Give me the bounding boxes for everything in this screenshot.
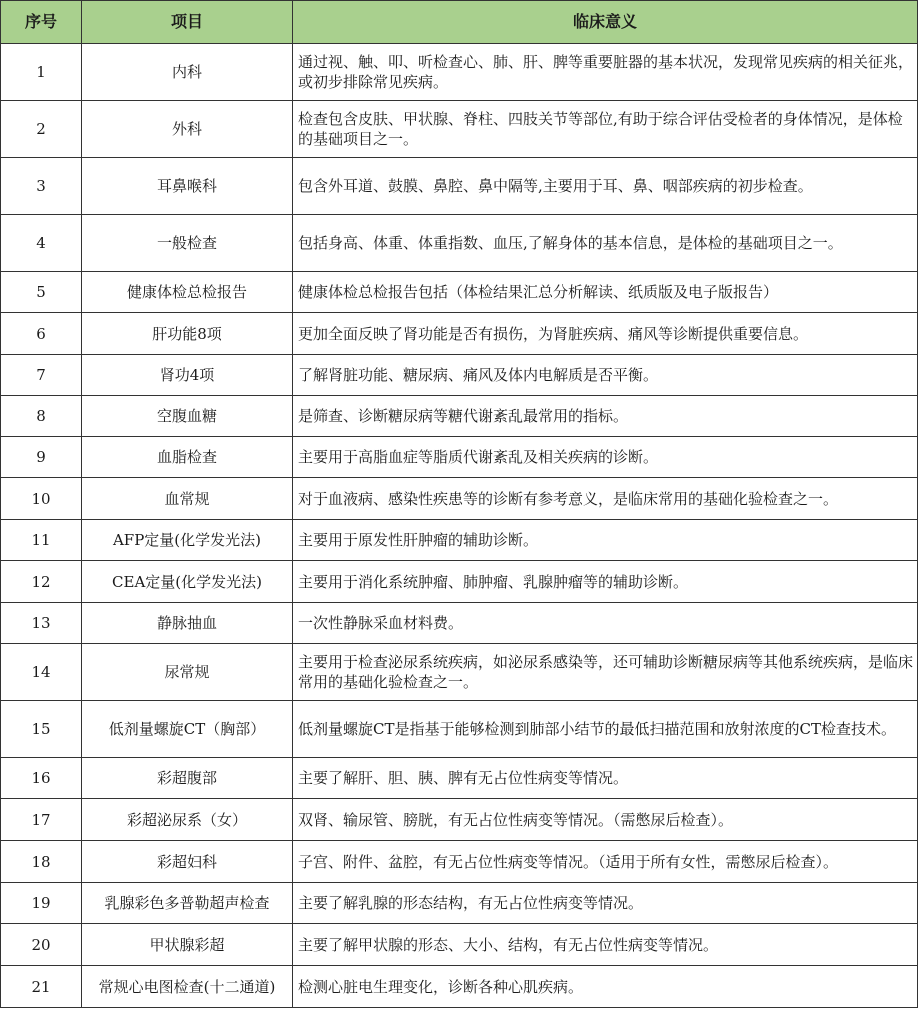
row-meaning: 主要用于高脂血症等脂质代谢紊乱及相关疾病的诊断。 [293,437,918,478]
table-row [1,355,918,396]
row-number: 2 [1,101,82,158]
table-row [1,758,918,799]
row-meaning: 通过视、触、叩、听检查心、肺、肝、脾等重要脏器的基本状况，发现常见疾病的相关征兆，或初步排除常见疾病。 [293,44,918,101]
table-row [1,272,918,313]
row-number: 18 [1,841,82,883]
row-item: 常规心电图检查(十二通道) [82,966,293,1008]
row-meaning: 更加全面反映了肾功能是否有损伤，为肾脏疾病、痛风等诊断提供重要信息。 [293,313,918,355]
table-row [1,841,918,883]
table-row [1,883,918,924]
row-number: 6 [1,313,82,355]
row-item: 耳鼻喉科 [82,158,293,215]
table-row [1,561,918,603]
row-item: AFP定量(化学发光法) [82,520,293,561]
row-meaning: 主要用于消化系统肿瘤、肺肿瘤、乳腺肿瘤等的辅助诊断。 [293,561,918,603]
row-meaning: 主要用于原发性肝肿瘤的辅助诊断。 [293,520,918,561]
row-number: 14 [1,644,82,701]
row-item: 彩超泌尿系（女） [82,799,293,841]
table-row [1,701,918,758]
table-header-row [1,1,918,44]
table-row [1,924,918,966]
row-number: 10 [1,478,82,520]
table-row [1,44,918,101]
row-meaning: 包括身高、体重、体重指数、血压,了解身体的基本信息，是体检的基础项目之一。 [293,215,918,272]
row-meaning: 主要了解甲状腺的形态、大小、结构，有无占位性病变等情况。 [293,924,918,966]
table-row [1,313,918,355]
row-meaning: 低剂量螺旋CT是指基于能够检测到肺部小结节的最低扫描范围和放射浓度的CT检查技术。 [293,701,918,758]
row-number: 21 [1,966,82,1008]
row-number: 13 [1,603,82,644]
table-row [1,799,918,841]
table-row [1,520,918,561]
row-item: 尿常规 [82,644,293,701]
row-item: 血脂检查 [82,437,293,478]
row-number: 4 [1,215,82,272]
row-item: 血常规 [82,478,293,520]
row-number: 9 [1,437,82,478]
row-item: 肾功4项 [82,355,293,396]
row-number: 7 [1,355,82,396]
row-number: 19 [1,883,82,924]
table-row [1,437,918,478]
row-item: 彩超腹部 [82,758,293,799]
row-item: 外科 [82,101,293,158]
row-item: CEA定量(化学发光法) [82,561,293,603]
row-item: 肝功能8项 [82,313,293,355]
row-number: 8 [1,396,82,437]
table-row [1,158,918,215]
row-meaning: 主要用于检查泌尿系统疾病，如泌尿系感染等，还可辅助诊断糖尿病等其他系统疾病，是临床常用的基础化验检查之一。 [293,644,918,701]
header-number: 序号 [1,1,82,44]
row-meaning: 一次性静脉采血材料费。 [293,603,918,644]
header-clinical-meaning: 临床意义 [293,1,918,44]
row-meaning: 子宫、附件、盆腔，有无占位性病变等情况。（适用于所有女性，需憋尿后检查）。 [293,841,918,883]
row-meaning: 检查包含皮肤、甲状腺、脊柱、四肢关节等部位,有助于综合评估受检者的身体情况，是体检的基础项目之一。 [293,101,918,158]
row-item: 健康体检总检报告 [82,272,293,313]
table-row [1,644,918,701]
row-meaning: 对于血液病、感染性疾患等的诊断有参考意义，是临床常用的基础化验检查之一。 [293,478,918,520]
row-number: 16 [1,758,82,799]
row-item: 空腹血糖 [82,396,293,437]
row-item: 低剂量螺旋CT（胸部） [82,701,293,758]
row-number: 12 [1,561,82,603]
row-item: 甲状腺彩超 [82,924,293,966]
row-item: 静脉抽血 [82,603,293,644]
row-meaning: 检测心脏电生理变化，诊断各种心肌疾病。 [293,966,918,1008]
row-meaning: 包含外耳道、鼓膜、鼻腔、鼻中隔等,主要用于耳、鼻、咽部疾病的初步检查。 [293,158,918,215]
row-item: 彩超妇科 [82,841,293,883]
row-meaning: 健康体检总检报告包括（体检结果汇总分析解读、纸质版及电子版报告） [293,272,918,313]
row-meaning: 主要了解肝、胆、胰、脾有无占位性病变等情况。 [293,758,918,799]
table-row [1,603,918,644]
row-number: 1 [1,44,82,101]
table-row [1,396,918,437]
row-item: 内科 [82,44,293,101]
row-number: 20 [1,924,82,966]
table-row [1,215,918,272]
row-number: 3 [1,158,82,215]
row-meaning: 了解肾脏功能、糖尿病、痛风及体内电解质是否平衡。 [293,355,918,396]
header-item: 项目 [82,1,293,44]
row-number: 5 [1,272,82,313]
row-number: 11 [1,520,82,561]
row-item: 乳腺彩色多普勒超声检查 [82,883,293,924]
row-meaning: 是筛查、诊断糖尿病等糖代谢紊乱最常用的指标。 [293,396,918,437]
table-row [1,966,918,1008]
row-meaning: 双肾、输尿管、膀胱，有无占位性病变等情况。（需憋尿后检查）。 [293,799,918,841]
row-meaning: 主要了解乳腺的形态结构，有无占位性病变等情况。 [293,883,918,924]
row-number: 15 [1,701,82,758]
row-item: 一般检查 [82,215,293,272]
row-number: 17 [1,799,82,841]
table-row [1,101,918,158]
table-row [1,478,918,520]
